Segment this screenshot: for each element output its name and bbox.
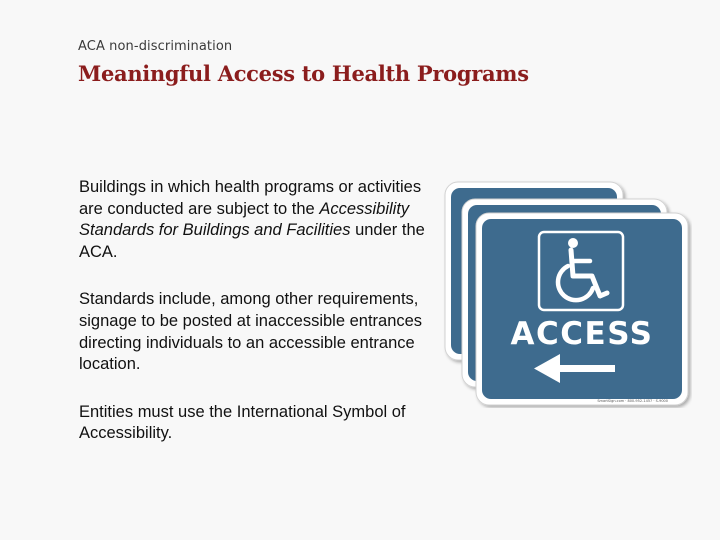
slide-body [79,177,431,471]
slide-kicker: ACA non-discrimination [78,39,233,54]
slide-title: Meaningful Access to Health Programs [78,61,529,86]
paragraph-international-symbol: Entities must use the International Symbol of Accessibility. [79,402,406,443]
paragraph-signage-requirements: Standards include, among other requirements, signage to be posted at inaccessible entrances directing individuals to an accessible entrance location. [79,290,423,374]
sign-footer-text: SmartSign.com · 800-952-1457 · S-9000 [597,399,668,403]
access-sign-image [442,180,692,408]
paragraph-text: Buildings in which health programs or activities are conducted are subject to the [79,178,422,218]
paragraph-text: under the ACA. [79,221,425,261]
sign-access-label: ACCESS [510,316,654,352]
paragraph-accessibility-standards [79,177,431,263]
standards-title-emphasis: Accessibility Standards for Buildings and Facilities [79,199,410,240]
